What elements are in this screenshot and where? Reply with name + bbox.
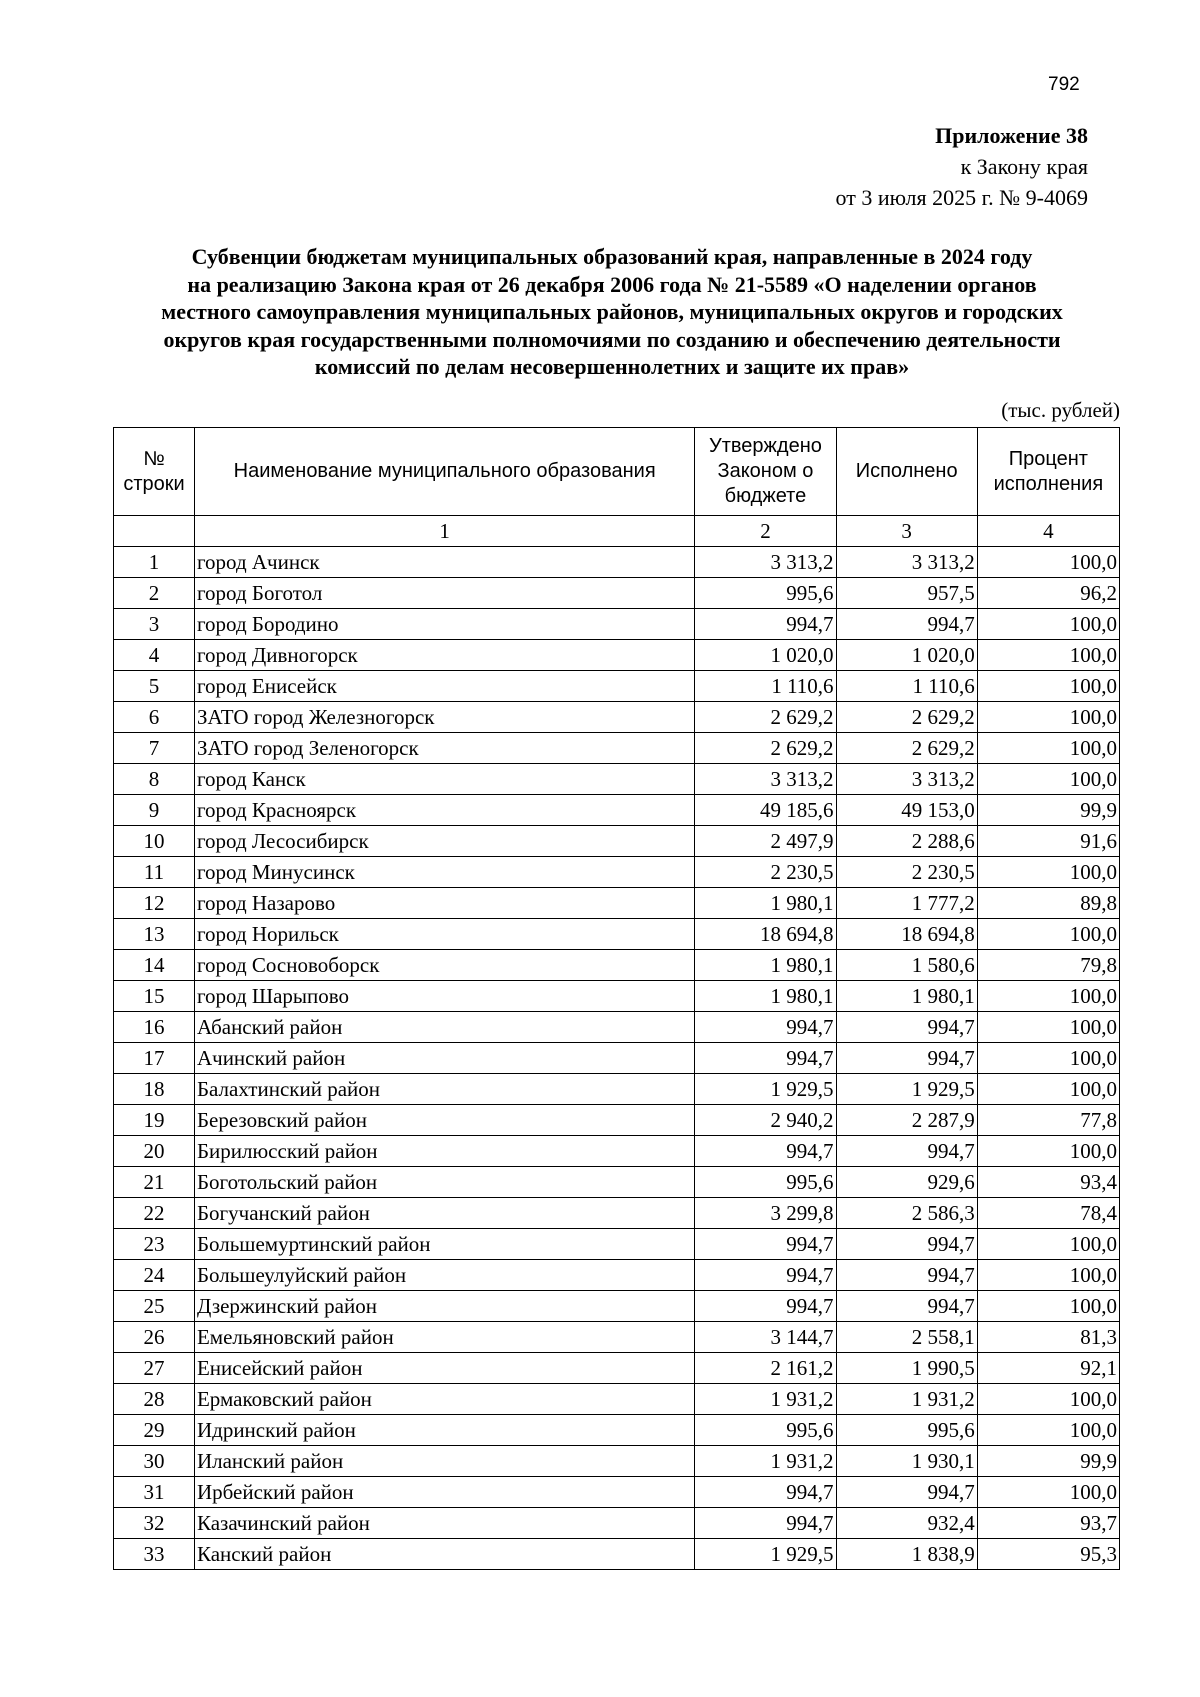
municipality-name-cell: город Ачинск (194, 547, 694, 578)
executed-amount-cell: 2 586,3 (836, 1198, 977, 1229)
table-row (114, 702, 1120, 733)
table-row (114, 1508, 1120, 1539)
row-number-cell: 2 (114, 578, 195, 609)
header-executed: Исполнено (836, 428, 977, 516)
approved-amount-cell: 994,7 (695, 1043, 836, 1074)
executed-amount-cell: 1 990,5 (836, 1353, 977, 1384)
table-row (114, 1198, 1120, 1229)
table-row (114, 640, 1120, 671)
municipality-name-cell: Ермаковский район (194, 1384, 694, 1415)
execution-percent-cell: 93,7 (977, 1508, 1119, 1539)
header-row (114, 428, 1120, 516)
approved-amount-cell: 995,6 (695, 1415, 836, 1446)
table-row (114, 950, 1120, 981)
execution-percent-cell: 95,3 (977, 1539, 1119, 1570)
document-title (112, 243, 1112, 381)
row-number-cell: 15 (114, 981, 195, 1012)
execution-percent-cell: 100,0 (977, 609, 1119, 640)
municipality-name-cell: Березовский район (194, 1105, 694, 1136)
row-number-cell: 16 (114, 1012, 195, 1043)
municipality-name-cell: Ачинский район (194, 1043, 694, 1074)
table-row (114, 826, 1120, 857)
municipality-name-cell: Ирбейский район (194, 1477, 694, 1508)
approved-amount-cell: 1 980,1 (695, 981, 836, 1012)
table-row (114, 1260, 1120, 1291)
executed-amount-cell: 1 580,6 (836, 950, 977, 981)
row-number-cell: 9 (114, 795, 195, 826)
execution-percent-cell: 100,0 (977, 857, 1119, 888)
approved-amount-cell: 1 931,2 (695, 1384, 836, 1415)
municipality-name-cell: Богучанский район (194, 1198, 694, 1229)
executed-amount-cell: 994,7 (836, 1012, 977, 1043)
title-line: местного самоуправления муниципальных районов, муниципальных округов и городских (161, 299, 1063, 324)
table-row (114, 547, 1120, 578)
table-row (114, 888, 1120, 919)
execution-percent-cell: 99,9 (977, 795, 1119, 826)
execution-percent-cell: 100,0 (977, 981, 1119, 1012)
row-number-cell: 13 (114, 919, 195, 950)
execution-percent-cell: 100,0 (977, 1229, 1119, 1260)
table-row (114, 1384, 1120, 1415)
approved-amount-cell: 1 980,1 (695, 888, 836, 919)
table-row (114, 857, 1120, 888)
municipality-name-cell: город Норильск (194, 919, 694, 950)
table-row (114, 1353, 1120, 1384)
row-number-cell: 20 (114, 1136, 195, 1167)
row-number-cell: 32 (114, 1508, 195, 1539)
appendix-block (836, 120, 1088, 213)
execution-percent-cell: 89,8 (977, 888, 1119, 919)
municipality-name-cell: город Сосновоборск (194, 950, 694, 981)
municipality-name-cell: Казачинский район (194, 1508, 694, 1539)
appendix-law-ref: к Закону края (960, 154, 1088, 179)
municipality-name-cell: город Канск (194, 764, 694, 795)
approved-amount-cell: 3 144,7 (695, 1322, 836, 1353)
table-row (114, 1043, 1120, 1074)
title-line: округов края государственными полномочиями по созданию и обеспечению деятельности (163, 326, 1061, 352)
row-number-cell: 30 (114, 1446, 195, 1477)
table-row (114, 1415, 1120, 1446)
municipality-name-cell: Енисейский район (194, 1353, 694, 1384)
approved-amount-cell: 1 929,5 (695, 1539, 836, 1570)
column-index (114, 516, 195, 547)
table-row (114, 733, 1120, 764)
column-index: 3 (836, 516, 977, 547)
execution-percent-cell: 78,4 (977, 1198, 1119, 1229)
row-number-cell: 24 (114, 1260, 195, 1291)
header-percent: Процент исполнения (977, 428, 1119, 516)
municipality-name-cell: город Назарово (194, 888, 694, 919)
execution-percent-cell: 100,0 (977, 1074, 1119, 1105)
column-index: 2 (695, 516, 836, 547)
row-number-cell: 12 (114, 888, 195, 919)
title-line: на реализацию Закона края от 26 декабря 2006 года № 21-5589 «О наделении органов (187, 271, 1037, 297)
municipality-name-cell: ЗАТО город Зеленогорск (194, 733, 694, 764)
table-row (114, 1074, 1120, 1105)
table-row (114, 919, 1120, 950)
row-number-cell: 19 (114, 1105, 195, 1136)
table-row (114, 1322, 1120, 1353)
municipality-name-cell: Боготольский район (194, 1167, 694, 1198)
row-number-cell: 11 (114, 857, 195, 888)
row-number-cell: 7 (114, 733, 195, 764)
executed-amount-cell: 3 313,2 (836, 764, 977, 795)
approved-amount-cell: 994,7 (695, 1508, 836, 1539)
approved-amount-cell: 2 497,9 (695, 826, 836, 857)
executed-amount-cell: 1 930,1 (836, 1446, 977, 1477)
execution-percent-cell: 100,0 (977, 1136, 1119, 1167)
municipality-name-cell: город Бородино (194, 609, 694, 640)
approved-amount-cell: 2 629,2 (695, 702, 836, 733)
executed-amount-cell: 2 288,6 (836, 826, 977, 857)
executed-amount-cell: 1 020,0 (836, 640, 977, 671)
municipality-name-cell: Большемуртинский район (194, 1229, 694, 1260)
execution-percent-cell: 79,8 (977, 950, 1119, 981)
execution-percent-cell: 100,0 (977, 1415, 1119, 1446)
table-row (114, 1446, 1120, 1477)
execution-percent-cell: 100,0 (977, 1384, 1119, 1415)
executed-amount-cell: 994,7 (836, 609, 977, 640)
approved-amount-cell: 995,6 (695, 578, 836, 609)
municipality-name-cell: город Красноярск (194, 795, 694, 826)
row-number-cell: 25 (114, 1291, 195, 1322)
execution-percent-cell: 100,0 (977, 1291, 1119, 1322)
municipality-name-cell: Большеулуйский район (194, 1260, 694, 1291)
execution-percent-cell: 100,0 (977, 1043, 1119, 1074)
executed-amount-cell: 994,7 (836, 1291, 977, 1322)
municipality-name-cell: город Лесосибирск (194, 826, 694, 857)
municipality-name-cell: Идринский район (194, 1415, 694, 1446)
approved-amount-cell: 994,7 (695, 1012, 836, 1043)
units-label: (тыс. рублей) (1001, 398, 1120, 422)
table-row (114, 1477, 1120, 1508)
table-row (114, 764, 1120, 795)
column-index: 4 (977, 516, 1119, 547)
municipality-name-cell: Балахтинский район (194, 1074, 694, 1105)
municipality-name-cell: город Шарыпово (194, 981, 694, 1012)
execution-percent-cell: 91,6 (977, 826, 1119, 857)
municipality-name-cell: город Енисейск (194, 671, 694, 702)
executed-amount-cell: 994,7 (836, 1229, 977, 1260)
executed-amount-cell: 2 558,1 (836, 1322, 977, 1353)
row-number-cell: 1 (114, 547, 195, 578)
executed-amount-cell: 1 931,2 (836, 1384, 977, 1415)
table-row (114, 1105, 1120, 1136)
row-number-cell: 22 (114, 1198, 195, 1229)
executed-amount-cell: 1 777,2 (836, 888, 977, 919)
execution-percent-cell: 100,0 (977, 702, 1119, 733)
approved-amount-cell: 994,7 (695, 1291, 836, 1322)
execution-percent-cell: 77,8 (977, 1105, 1119, 1136)
executed-amount-cell: 1 110,6 (836, 671, 977, 702)
row-number-cell: 10 (114, 826, 195, 857)
execution-percent-cell: 100,0 (977, 733, 1119, 764)
approved-amount-cell: 1 110,6 (695, 671, 836, 702)
row-number-cell: 8 (114, 764, 195, 795)
executed-amount-cell: 49 153,0 (836, 795, 977, 826)
table-row (114, 1291, 1120, 1322)
approved-amount-cell: 994,7 (695, 1477, 836, 1508)
executed-amount-cell: 2 230,5 (836, 857, 977, 888)
municipality-name-cell: ЗАТО город Железногорск (194, 702, 694, 733)
row-number-cell: 17 (114, 1043, 195, 1074)
row-number-cell: 28 (114, 1384, 195, 1415)
approved-amount-cell: 18 694,8 (695, 919, 836, 950)
header-row-number: № строки (114, 428, 195, 516)
execution-percent-cell: 100,0 (977, 1012, 1119, 1043)
approved-amount-cell: 994,7 (695, 609, 836, 640)
approved-amount-cell: 3 299,8 (695, 1198, 836, 1229)
approved-amount-cell: 2 629,2 (695, 733, 836, 764)
table-body (114, 547, 1120, 1570)
approved-amount-cell: 2 161,2 (695, 1353, 836, 1384)
table-row (114, 1012, 1120, 1043)
approved-amount-cell: 49 185,6 (695, 795, 836, 826)
municipality-name-cell: город Минусинск (194, 857, 694, 888)
executed-amount-cell: 1 980,1 (836, 981, 977, 1012)
row-number-cell: 27 (114, 1353, 195, 1384)
executed-amount-cell: 957,5 (836, 578, 977, 609)
municipality-name-cell: Абанский район (194, 1012, 694, 1043)
executed-amount-cell: 1 929,5 (836, 1074, 977, 1105)
row-number-cell: 5 (114, 671, 195, 702)
executed-amount-cell: 994,7 (836, 1260, 977, 1291)
execution-percent-cell: 100,0 (977, 764, 1119, 795)
approved-amount-cell: 1 020,0 (695, 640, 836, 671)
column-index: 1 (194, 516, 694, 547)
approved-amount-cell: 994,7 (695, 1136, 836, 1167)
column-index-row (114, 516, 1120, 547)
executed-amount-cell: 932,4 (836, 1508, 977, 1539)
header-municipality-name: Наименование муниципального образования (194, 428, 694, 516)
execution-percent-cell: 100,0 (977, 1260, 1119, 1291)
approved-amount-cell: 2 230,5 (695, 857, 836, 888)
executed-amount-cell: 994,7 (836, 1477, 977, 1508)
municipality-name-cell: Бирилюсский район (194, 1136, 694, 1167)
table-row (114, 1539, 1120, 1570)
row-number-cell: 33 (114, 1539, 195, 1570)
municipality-name-cell: Канский район (194, 1539, 694, 1570)
municipality-name-cell: Дзержинский район (194, 1291, 694, 1322)
execution-percent-cell: 92,1 (977, 1353, 1119, 1384)
row-number-cell: 6 (114, 702, 195, 733)
executed-amount-cell: 929,6 (836, 1167, 977, 1198)
executed-amount-cell: 1 838,9 (836, 1539, 977, 1570)
executed-amount-cell: 2 287,9 (836, 1105, 977, 1136)
row-number-cell: 4 (114, 640, 195, 671)
row-number-cell: 29 (114, 1415, 195, 1446)
municipality-name-cell: город Боготол (194, 578, 694, 609)
row-number-cell: 31 (114, 1477, 195, 1508)
table-row (114, 578, 1120, 609)
execution-percent-cell: 100,0 (977, 640, 1119, 671)
execution-percent-cell: 100,0 (977, 671, 1119, 702)
execution-percent-cell: 93,4 (977, 1167, 1119, 1198)
approved-amount-cell: 995,6 (695, 1167, 836, 1198)
approved-amount-cell: 2 940,2 (695, 1105, 836, 1136)
title-line: Субвенции бюджетам муниципальных образований края, направленные в 2024 году (191, 244, 1033, 269)
approved-amount-cell: 3 313,2 (695, 547, 836, 578)
row-number-cell: 18 (114, 1074, 195, 1105)
row-number-cell: 26 (114, 1322, 195, 1353)
execution-percent-cell: 100,0 (977, 547, 1119, 578)
table-row (114, 795, 1120, 826)
executed-amount-cell: 2 629,2 (836, 733, 977, 764)
executed-amount-cell: 3 313,2 (836, 547, 977, 578)
appendix-law-date: от 3 июля 2025 г. № 9-4069 (835, 185, 1088, 210)
execution-percent-cell: 81,3 (977, 1322, 1119, 1353)
table-row (114, 1229, 1120, 1260)
approved-amount-cell: 1 980,1 (695, 950, 836, 981)
page-number: 792 (1048, 74, 1080, 95)
approved-amount-cell: 994,7 (695, 1260, 836, 1291)
executed-amount-cell: 995,6 (836, 1415, 977, 1446)
execution-percent-cell: 100,0 (977, 919, 1119, 950)
table-row (114, 1136, 1120, 1167)
table-row (114, 981, 1120, 1012)
subventions-table (113, 427, 1120, 1570)
header-approved: Утверждено Законом о бюджете (695, 428, 836, 516)
municipality-name-cell: Иланский район (194, 1446, 694, 1477)
approved-amount-cell: 3 313,2 (695, 764, 836, 795)
row-number-cell: 14 (114, 950, 195, 981)
executed-amount-cell: 2 629,2 (836, 702, 977, 733)
municipality-name-cell: Емельяновский район (194, 1322, 694, 1353)
row-number-cell: 23 (114, 1229, 195, 1260)
approved-amount-cell: 1 929,5 (695, 1074, 836, 1105)
approved-amount-cell: 1 931,2 (695, 1446, 836, 1477)
execution-percent-cell: 96,2 (977, 578, 1119, 609)
appendix-title: Приложение 38 (935, 123, 1088, 148)
execution-percent-cell: 100,0 (977, 1477, 1119, 1508)
row-number-cell: 21 (114, 1167, 195, 1198)
table-row (114, 609, 1120, 640)
approved-amount-cell: 994,7 (695, 1229, 836, 1260)
table-row (114, 1167, 1120, 1198)
municipality-name-cell: город Дивногорск (194, 640, 694, 671)
table-row (114, 671, 1120, 702)
execution-percent-cell: 99,9 (977, 1446, 1119, 1477)
row-number-cell: 3 (114, 609, 195, 640)
executed-amount-cell: 994,7 (836, 1043, 977, 1074)
title-line: комиссий по делам несовершеннолетних и защите их прав» (314, 354, 910, 379)
executed-amount-cell: 18 694,8 (836, 919, 977, 950)
executed-amount-cell: 994,7 (836, 1136, 977, 1167)
